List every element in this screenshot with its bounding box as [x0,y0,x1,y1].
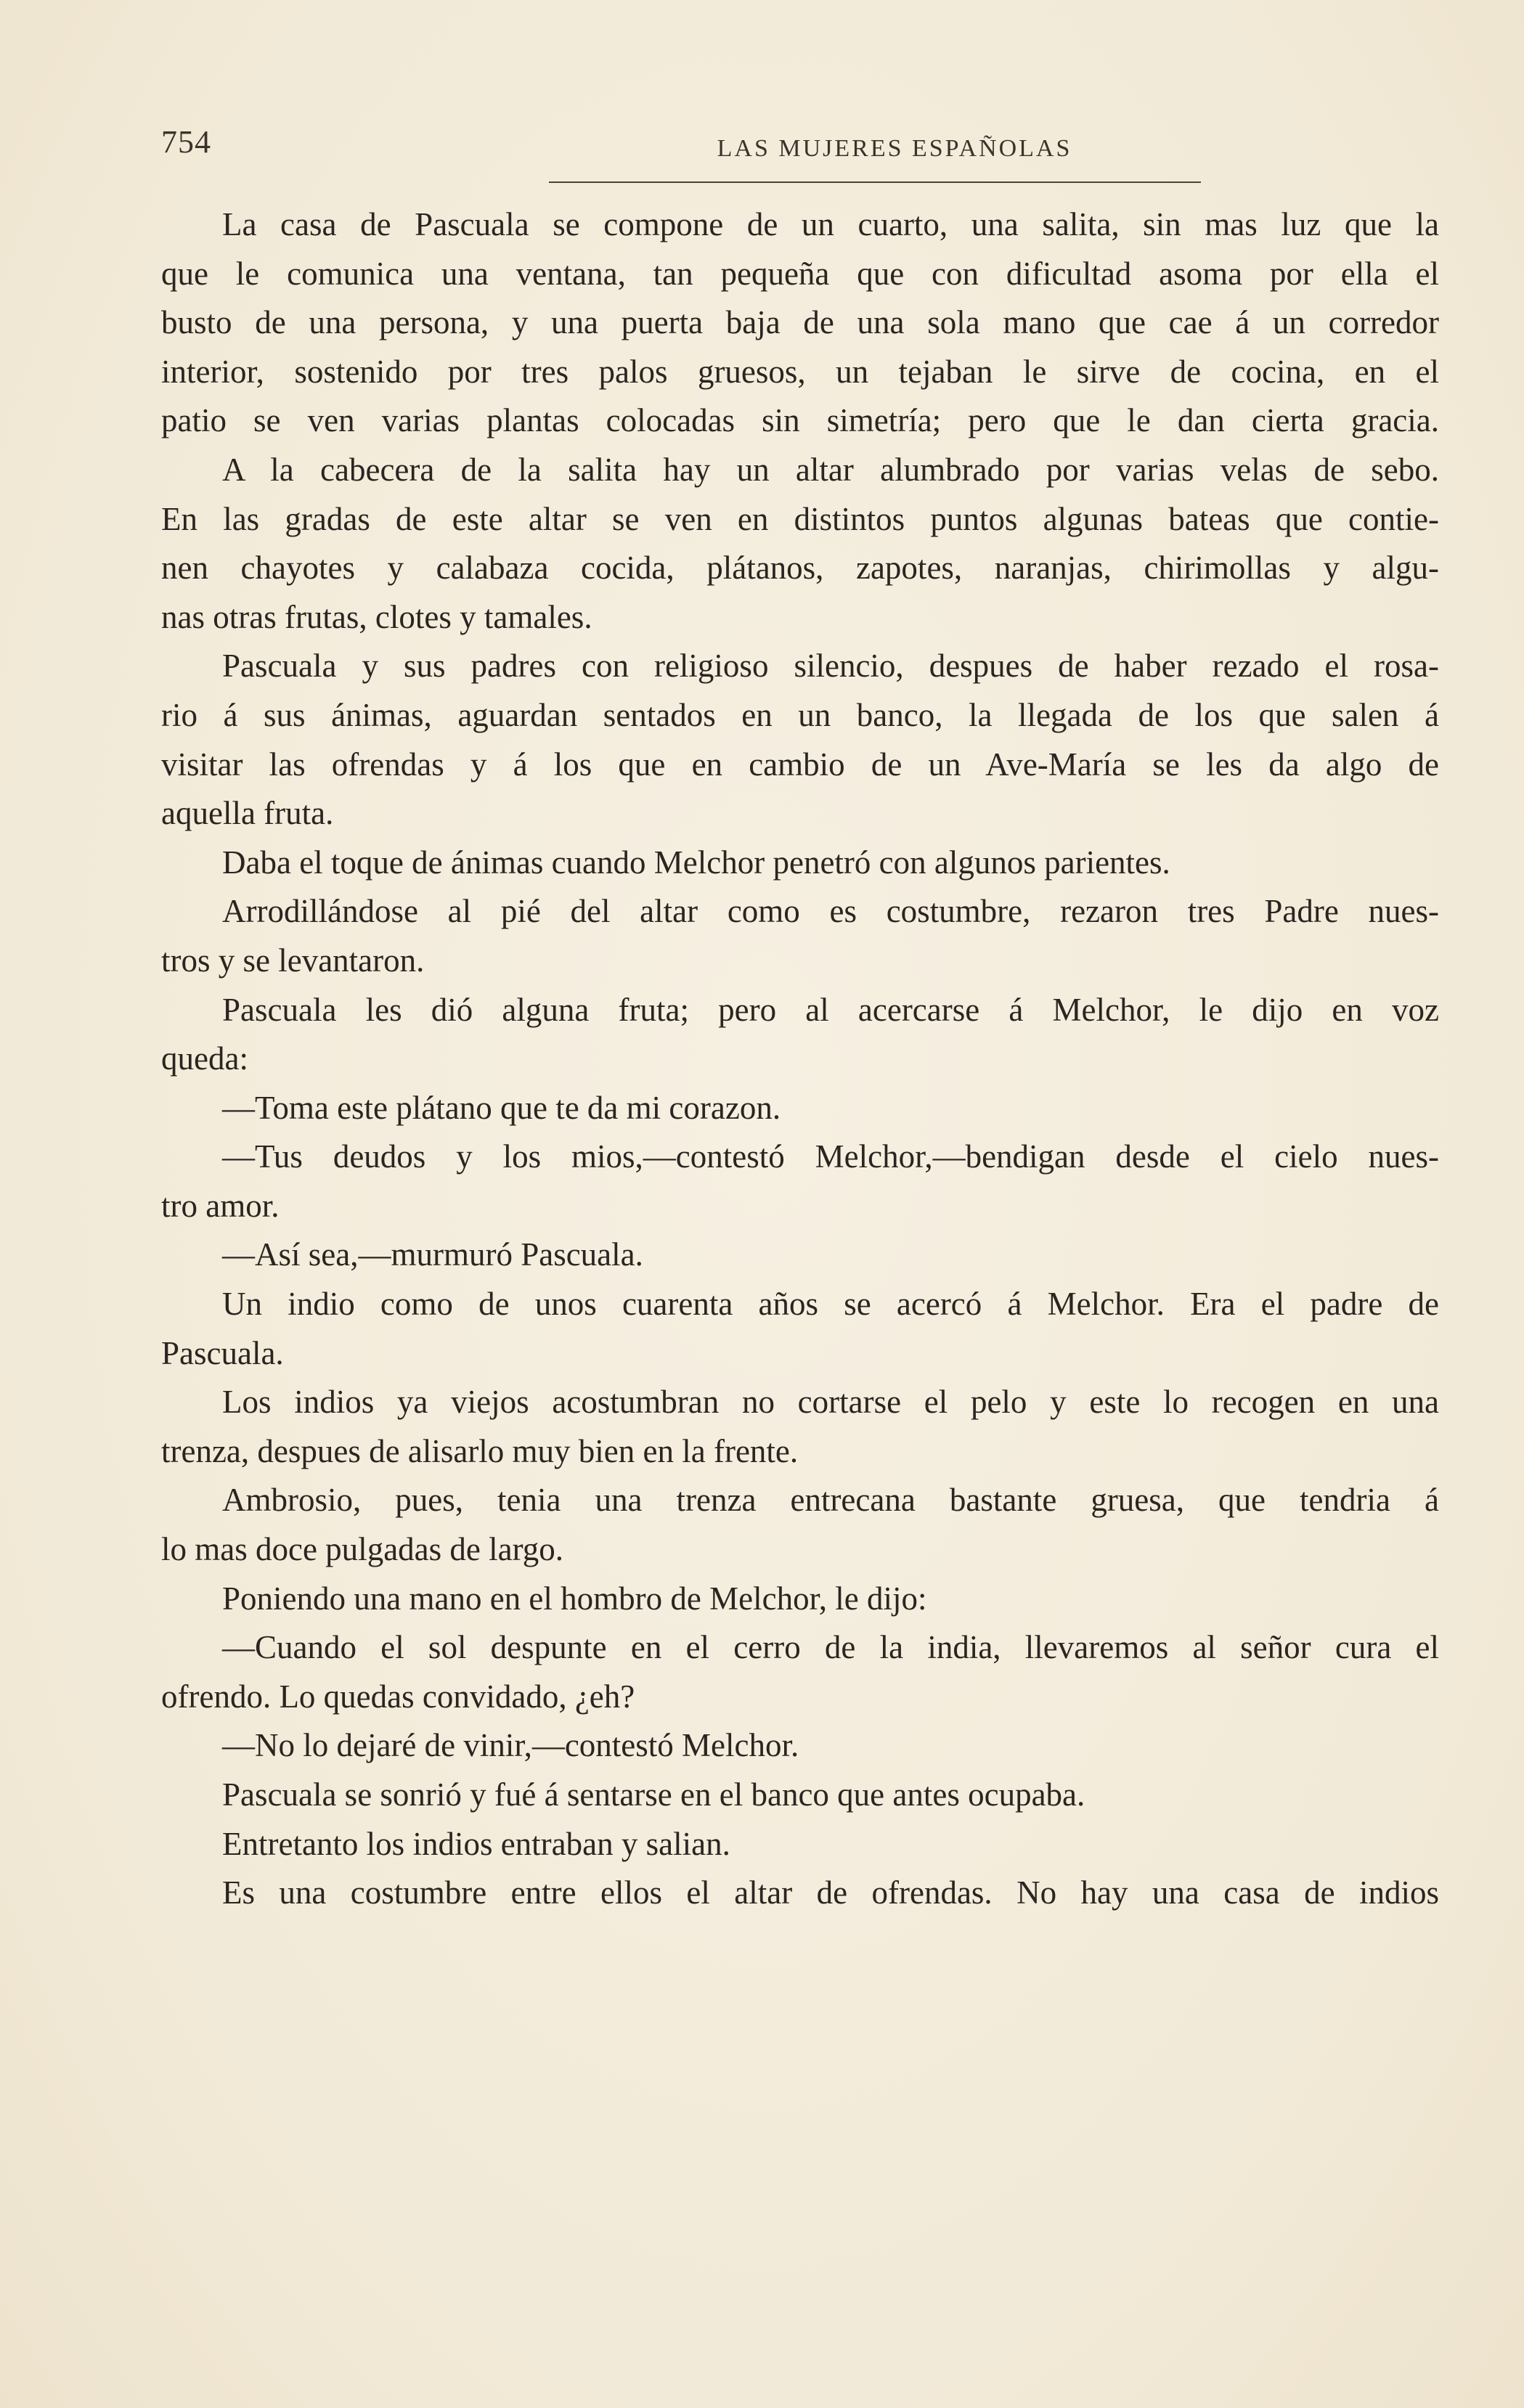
text-line: —No lo dejaré de vinir,—contestó Melchor. [222,1727,799,1764]
page-number: 754 [161,124,211,160]
text-line: nen chayotes y calabaza cocida, plátanos, zapotes, naranjas, chirimollas y algu- [161,550,1439,587]
text-line: Arrodillándose al pié del altar como es costumbre, rezaron tres Padre nues- [222,893,1439,930]
text-line: Daba el toque de ánimas cuando Melchor penetró con algunos parientes. [222,844,1170,881]
text-line: rio á sus ánimas, aguardan sentados en un banco, la llegada de los que salen á [161,696,1439,733]
text-line: En las gradas de este altar se ven en distintos puntos algunas bateas que contie- [161,500,1439,537]
text-line: La casa de Pascuala se compone de un cuarto, una salita, sin mas luz que la [222,206,1439,242]
text-line: Ambrosio, pues, tenia una trenza entrecana bastante gruesa, que tendria á [222,1482,1439,1519]
text-line: —Cuando el sol despunte en el cerro de la india, llevaremos al señor cura el [222,1629,1439,1666]
text-line: patio se ven varias plantas colocadas sin simetría; pero que le dan cierta gracia. [161,402,1439,439]
text-line: —Así sea,—murmuró Pascuala. [222,1236,643,1273]
text-line: ofrendo. Lo quedas convidado, ¿eh? [161,1678,635,1715]
page-header [161,116,1439,189]
text-line: tros y se levantaron. [161,942,425,979]
text-line: que le comunica una ventana, tan pequeña que con dificultad asoma por ella el [161,255,1439,292]
text-line: trenza, despues de alisarlo muy bien en la frente. [161,1432,799,1469]
text-line: busto de una persona, y una puerta baja de una sola mano que cae á un corredor [161,304,1439,341]
text-body [161,200,1439,1918]
text-line: aquella fruta. [161,795,334,832]
text-line: interior, sostenido por tres palos gruesos, un tejaban le sirve de cocina, en el [161,353,1439,390]
text-line: Poniendo una mano en el hombro de Melchor, le dijo: [222,1580,927,1617]
text-line: —Toma este plátano que te da mi corazon. [222,1089,781,1126]
text-line: —Tus deudos y los mios,—contestó Melchor,—bendigan desde el cielo nues- [222,1138,1439,1175]
text-line: Pascuala. [161,1334,284,1371]
text-line: Pascuala se sonrió y fué á sentarse en el banco que antes ocupaba. [222,1776,1085,1813]
text-line: Entretanto los indios entraban y salian. [222,1825,730,1862]
text-line: A la cabecera de la salita hay un altar alumbrado por varias velas de sebo. [222,451,1439,488]
text-line: tro amor. [161,1187,280,1224]
text-line: Pascuala y sus padres con religioso silencio, despues de haber rezado el rosa- [222,648,1439,685]
text-line: Es una costumbre entre ellos el altar de ofrendas. No hay una casa de indios [222,1874,1439,1911]
text-line: Los indios ya viejos acostumbran no cortarse el pelo y este lo recogen en una [222,1384,1439,1421]
text-line: queda: [161,1040,248,1077]
text-line: visitar las ofrendas y á los que en cambio de un Ave-María se les da algo de [161,746,1439,783]
text-line: Pascuala les dió alguna fruta; pero al acercarse á Melchor, le dijo en voz [222,991,1439,1028]
header-rule [549,181,1201,183]
text-line: nas otras frutas, clotes y tamales. [161,598,592,635]
text-line: Un indio como de unos cuarenta años se acercó á Melchor. Era el padre de [222,1286,1439,1323]
running-head: LAS MUJERES ESPAÑOLAS [717,135,1072,162]
text-line: lo mas doce pulgadas de largo. [161,1531,564,1568]
